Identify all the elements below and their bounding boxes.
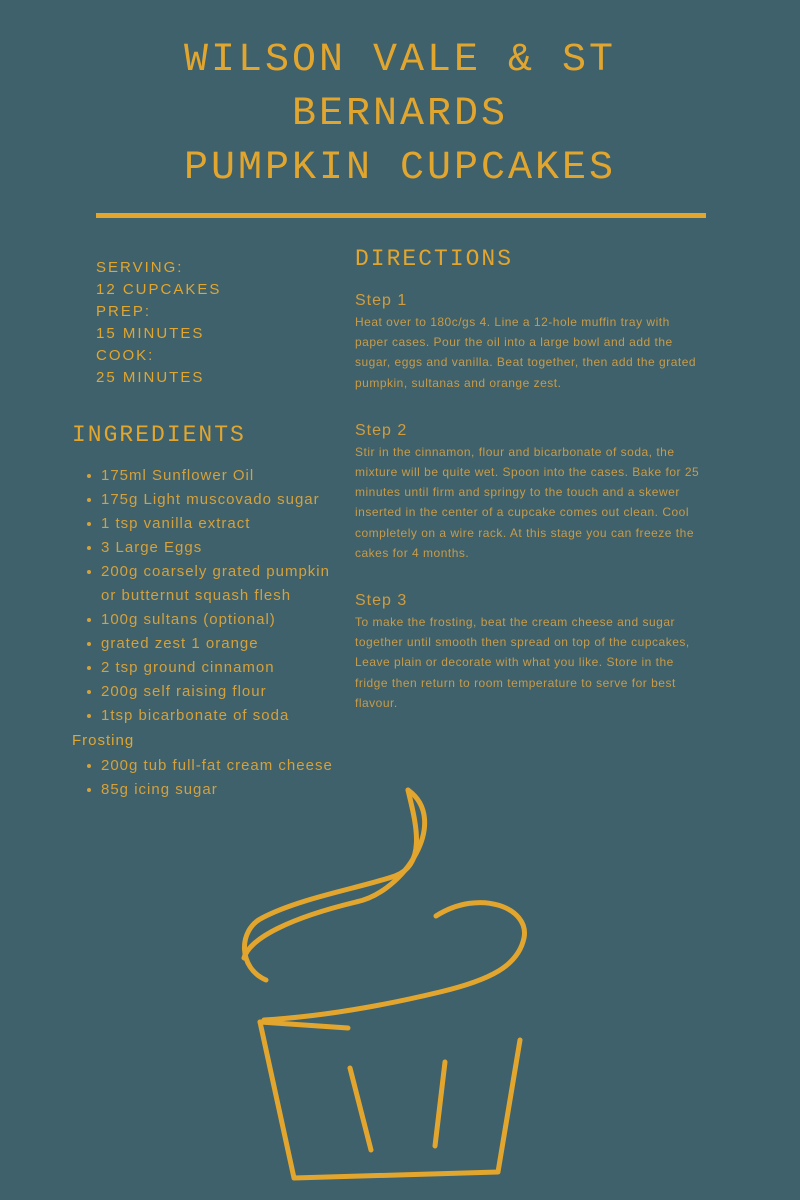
- direction-step: [355, 590, 700, 713]
- directions-heading: DIRECTIONS: [355, 246, 514, 272]
- frosting-item: 200g tub full-fat cream cheese: [72, 754, 337, 778]
- ingredient-item: 3 Large Eggs: [72, 536, 337, 560]
- ingredient-item: 1 tsp vanilla extract: [72, 512, 337, 536]
- recipe-title: [0, 34, 800, 196]
- ingredient-item: 175ml Sunflower Oil: [72, 464, 337, 488]
- prep-value: 15 MINUTES: [96, 325, 205, 342]
- cook-value: 25 MINUTES: [96, 369, 205, 386]
- step-text: Heat over to 180c/gs 4. Line a 12-hole muffin tray with paper cases. Pour the oil into a large bowl and add the sugar, eggs and vanilla. Beat together, then add the grated pumpkin, sultanas and orange zest.: [355, 315, 697, 390]
- cupcake-outline-icon: [230, 780, 560, 1200]
- step-text: Stir in the cinnamon, flour and bicarbonate of soda, the mixture will be quite wet. Spoon into the cases. Bake for 25 minutes until firm and springy to the touch and a skewer inserted in the center of a cupcake comes out clean. Cool completely on a wire rack. At this stage you can freeze the cakes for 4 months.: [355, 444, 700, 560]
- step-label: Step 1: [355, 292, 408, 309]
- step-label: Step 3: [355, 592, 408, 610]
- ingredient-item: 200g coarsely grated pumpkin or butternut squash flesh: [72, 560, 337, 608]
- title-divider: [96, 213, 706, 218]
- recipe-meta: [96, 257, 221, 389]
- serving-label: SERVING:: [96, 259, 184, 276]
- step-label: Step 2: [355, 421, 408, 439]
- ingredient-item: 175g Light muscovado sugar: [72, 488, 337, 512]
- title-line-2: BERNARDS: [291, 92, 509, 137]
- step-text: To make the frosting, beat the cream cheese and sugar together until smooth then spread on top of the cupcakes, Leave plain or decorate with what you like. Store in the fridge then return to room temperature to serve for best flavour.: [355, 615, 690, 710]
- ingredients-section: [72, 464, 337, 802]
- direction-step: [355, 290, 700, 393]
- directions-section: [355, 290, 700, 740]
- ingredients-heading: INGREDIENTS: [72, 422, 246, 448]
- ingredients-list: [72, 464, 337, 728]
- direction-step: [355, 420, 700, 563]
- title-line-3: PUMPKIN CUPCAKES: [183, 146, 617, 191]
- ingredient-item: 200g self raising flour: [72, 680, 337, 704]
- ingredient-item: 2 tsp ground cinnamon: [72, 656, 337, 680]
- serving-value: 12 CUPCAKES: [96, 281, 222, 298]
- frosting-item: 85g icing sugar: [72, 778, 337, 802]
- title-line-1: WILSON VALE & ST: [183, 38, 617, 83]
- prep-label: PREP:: [96, 303, 152, 320]
- ingredient-item: grated zest 1 orange: [72, 632, 337, 656]
- cook-label: COOK:: [96, 347, 155, 364]
- ingredient-item: 100g sultans (optional): [72, 608, 337, 632]
- frosting-heading: Frosting: [72, 732, 135, 749]
- ingredient-item: 1tsp bicarbonate of soda: [72, 704, 337, 728]
